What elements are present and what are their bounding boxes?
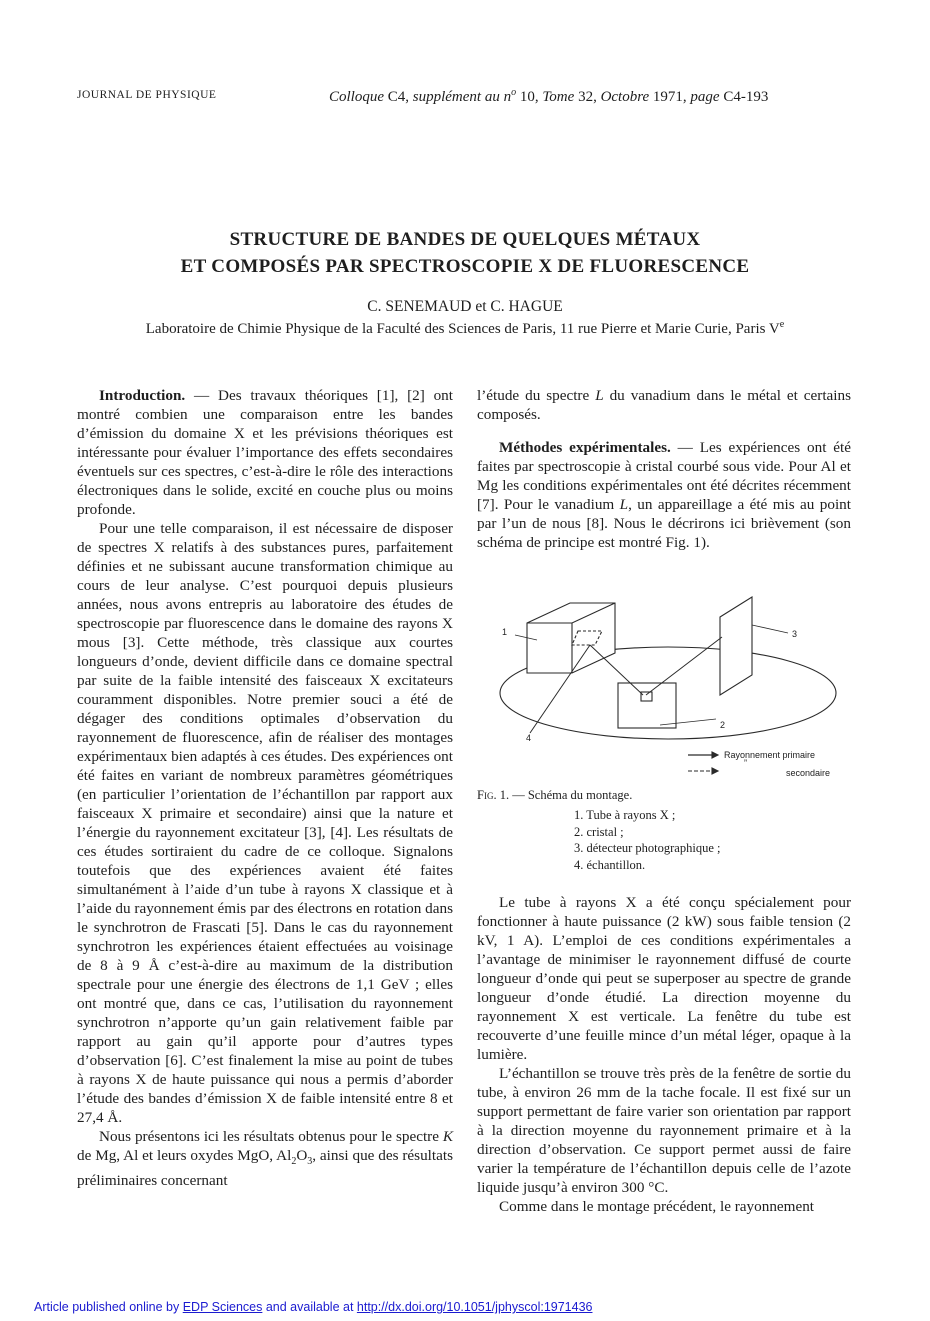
p3-sub2: 2: [291, 1156, 297, 1168]
right-paragraph-1: [477, 386, 851, 424]
tome-number: 32,: [578, 89, 597, 105]
affiliation: [60, 319, 870, 338]
paragraph-3: [77, 1127, 453, 1190]
label-2: 2: [720, 720, 726, 730]
page-label: page: [690, 89, 720, 105]
p3-text-c: , ainsi que des résultats préliminaires concernant: [77, 1147, 453, 1190]
month: Octobre: [600, 89, 650, 105]
p3-text-a: Nous présentons ici les résultats obtenus pour le spectre: [99, 1128, 443, 1145]
edp-sciences-link[interactable]: EDP Sciences: [182, 1300, 263, 1314]
title-line-2: ET COMPOSÉS PAR SPECTROSCOPIE X DE FLUORESCENCE: [180, 256, 750, 277]
caption-fig: Fig.: [477, 788, 497, 802]
crystal: [618, 683, 676, 728]
rp1-text-a: l’étude du spectre: [477, 387, 596, 404]
legend-secondary: secondaire: [786, 768, 831, 778]
photographic-detector: [720, 597, 752, 695]
paper-title: [60, 226, 870, 280]
right-column-top: [477, 386, 851, 552]
footer-text-2: and available at: [262, 1300, 357, 1314]
label-1: 1: [502, 627, 508, 637]
page-number: C4-193: [723, 89, 769, 105]
affiliation-sup: e: [779, 319, 785, 330]
citation-line: [329, 87, 768, 106]
left-column: [77, 386, 453, 1190]
right-paragraph-5: Comme dans le montage précédent, le rayonnement: [499, 1198, 815, 1215]
methods-L: L: [619, 496, 629, 513]
methods-text-b: , un appareillage a été mis au point par l’un de nous [8]. Nous le décrirons ici brièvement (son schéma de principe est montré Fig. 1).: [477, 496, 851, 551]
intro-paragraph: [77, 386, 453, 519]
figure-item: 4. échantillon.: [574, 857, 646, 872]
intro-text: — Des travaux théoriques [1], [2] ont montré combien une comparaison entre les bandes d’émission du domaine X et les prévisions théoriques est intéressante pour évaluer l’importance des effets secondaires éventuels sur ces spectres, c’est-à-dire le rôle des interactions électroniques dans le solide, excité en couche plus ou moins profonde.: [77, 387, 453, 518]
journal-name: JOURNAL DE PHYSIQUE: [77, 89, 217, 101]
footer: [34, 1300, 592, 1314]
tome-label: Tome: [542, 89, 575, 105]
figure-legend-list: [574, 807, 720, 873]
methods-heading: Méthodes expérimentales.: [499, 439, 671, 456]
year: 1971,: [652, 89, 687, 105]
right-column-bottom: [477, 893, 851, 1216]
legend-primary: Rayonnement primaire: [724, 750, 816, 760]
figure-item: 1. Tube à rayons X ;: [574, 808, 676, 822]
figure-caption: [477, 788, 632, 803]
p3-K: K: [442, 1128, 453, 1145]
affiliation-text: Laboratoire de Chimie Physique de la Faculté des Sciences de Paris, 11 rue Pierre et Marie Curie, Paris V: [145, 321, 780, 337]
right-paragraph-3: Le tube à rayons X a été conçu spécialement pour fonctionner à haute puissance (2 kW) sous faible tension (2 kV, 1 A). L’emploi de ces conditions expérimentales a l’avantage de minimiser le rayonnement diffusé de courte longueur d’onde qui peut se superposer au spectre de grande longueur d’onde étudié. La direction moyenne du rayonnement X est verticale. La fenêtre du tube est recouverte d’une feuille mince d’un métal léger, opaque à la lumière.: [477, 894, 851, 1063]
colloque-number: C4,: [387, 89, 410, 105]
intro-heading: Introduction.: [99, 387, 186, 404]
authors: C. SENEMAUD et C. HAGUE: [367, 298, 563, 315]
p3-text-b: de Mg, Al et leurs oxydes MgO, Al: [77, 1147, 292, 1164]
p3-sub3: 3: [307, 1156, 313, 1168]
colloque-label: Colloque: [329, 89, 384, 105]
rp1-L: L: [595, 387, 604, 404]
rp1-text-b: du vanadium dans le métal et certains composés.: [477, 387, 852, 423]
doi-link[interactable]: http://dx.doi.org/10.1051/jphyscol:1971436: [356, 1300, 593, 1314]
right-paragraph-4: L’échantillon se trouve très près de la fenêtre de sortie du tube, à environ 26 mm de la tache focale. Il est fixé sur un support permettant de faire varier son orientation par rapport à la direction moyenne du rayonnement primaire et à la direction d’observation. Ce support permet aussi de faire varier la température de l’échantillon depuis celle de l’azote liquide jusqu’à environ 300 °C.: [477, 1065, 851, 1196]
title-line-1: STRUCTURE DE BANDES DE QUELQUES MÉTAUX: [229, 229, 701, 250]
label-3: 3: [792, 629, 798, 639]
legend-ditto: ”: [744, 758, 747, 768]
label-4: 4: [526, 733, 532, 743]
paragraph-2: Pour une telle comparaison, il est nécessaire de disposer de spectres X relatifs à des substances pures, parfaitement définies et ne subissant aucune transformation chimique au cours de leur analyse. C’est pourquoi depuis plusieurs années, nous avons entrepris au laboratoire des études de spectroscopie par fluorescence dans le domaine des rayons X mous [3]. Cette méthode, très classique aux courtes longueurs d’onde, devient difficile dans ce domaine spectral par suite de la faible intensité des faisceaux X excitateurs couramment disponibles. Notre premier souci a été de dégager des conditions optimales d’observation du rayonnement de fluorescence, afin de réaliser des montages expérimentaux bien adaptés à ces études. Des expériences ont été faites en variant de nombreux paramètres géométriques (en particulier l’orientation de l’échantillon par rapport aux faisceaux X primaire et secondaire) ainsi que la nature et l’énergie du rayonnement excitateur [3], [4]. Les résultats de ces études sortiraient du cadre de ce colloque. Signalons toutefois que des expériences avaient été faites simultanément à l’aide d’un tube à rayons X classique et à l’aide du rayonnement émis par des électrons en rotation dans le synchrotron de Frascati [5]. Dans le cas du rayonnement synchrotron les expériences étaient effectuées au voisinage de 8 à 9 Å c’est-à-dire au maximum de la distribution spectrale pour une énergie des électrons de 1,1 GeV ; elles ont montré que, dans ce cas, l’utilisation du rayonnement synchrotron n’apporte qu’un gain relativement faible par rapport au gain qu’il apporte pour d’autres types d’observation [6]. C’est finalement la mise au point de tubes à rayons X de haute puissance qui nous a permis d’aborder l’étude des bandes d’émission X de faible intensité entre 8 et 27,4 Å.: [77, 520, 453, 1126]
figure-item: 2. cristal ;: [574, 824, 624, 839]
numero-sup: o: [511, 87, 517, 98]
methods-text-a: — Les expériences ont été faites par spectroscopie à cristal courbé sous vide. Pour Al et Mg les conditions expérimentales ont été décrites récemment [7]. Pour le vanadium: [477, 439, 851, 513]
xray-tube: [527, 603, 615, 673]
issue-number: 10,: [519, 89, 539, 105]
footer-text-1: Article published online by: [34, 1300, 183, 1314]
figure-item: 3. détecteur photographique ;: [574, 841, 721, 855]
supplement-label: supplément au n: [412, 89, 512, 105]
caption-rest: 1. — Schéma du montage.: [496, 788, 633, 802]
methods-paragraph: [477, 438, 851, 552]
p3-O: O: [296, 1147, 308, 1164]
figure-1-schematic: [490, 585, 850, 785]
